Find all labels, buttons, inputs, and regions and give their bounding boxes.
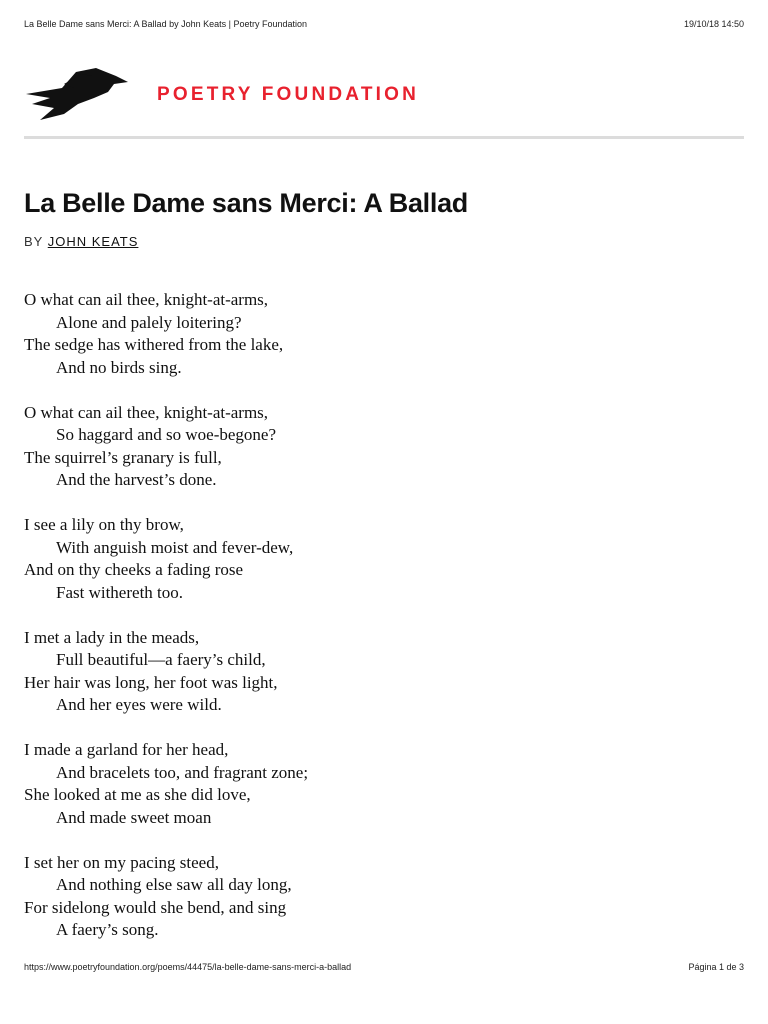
poem-title: La Belle Dame sans Merci: A Ballad [24, 188, 468, 218]
poem-line: With anguish moist and fever-dew, [56, 537, 294, 557]
pegasus-bird-icon [24, 64, 130, 124]
poem-line: A faery’s song. [56, 920, 159, 939]
print-footer-url[interactable]: https://www.poetryfoundation.org/poems/44475/la-belle-dame-sans-merci-a-ballad [24, 962, 352, 972]
stanza [24, 852, 724, 942]
stanza [24, 402, 724, 492]
poem-line: She looked at me as she did love, [24, 785, 251, 804]
print-footer [24, 962, 744, 972]
poem-line: O what can ail thee, knight-at-arms, [24, 290, 269, 309]
poem-line: And the harvest’s done. [56, 470, 217, 489]
header-divider [24, 136, 744, 139]
poem-line: And her eyes were wild. [56, 695, 222, 714]
poem-line: Fast withereth too. [56, 582, 184, 602]
print-header-title: La Belle Dame sans Merci: A Ballad by John Keats | Poetry Foundation [24, 19, 307, 29]
poem-line: And on thy cheeks a fading rose [24, 560, 244, 579]
print-header [24, 19, 744, 29]
poem-line: For sidelong would she bend, and sing [24, 897, 287, 917]
poem-line: I made a garland for her head, [24, 740, 229, 759]
poem-line: Full beautiful—a faery’s child, [56, 650, 266, 669]
poem-line: I see a lily on thy brow, [24, 515, 184, 534]
logo-link[interactable] [24, 64, 130, 124]
poem-line: O what can ail thee, knight-at-arms, [24, 402, 269, 422]
byline [24, 234, 138, 249]
stanza [24, 739, 724, 829]
poem-line: I met a lady in the meads, [24, 627, 200, 647]
stanza [24, 514, 724, 604]
poem-line: And nothing else saw all day long, [56, 875, 292, 894]
poem-line: So haggard and so woe-begone? [56, 425, 276, 444]
author-link[interactable]: JOHN KEATS [47, 234, 139, 249]
poem-line: The squirrel’s granary is full, [24, 447, 222, 467]
brand-name[interactable]: POETRY FOUNDATION [157, 84, 419, 105]
print-header-datetime: 19/10/18 14:50 [683, 19, 744, 29]
poem-line: Alone and palely loitering? [56, 312, 242, 332]
poem-line: And no birds sing. [56, 357, 182, 377]
poem-line: Her hair was long, her foot was light, [24, 672, 278, 692]
poem-line: And bracelets too, and fragrant zone; [56, 762, 309, 782]
poem-line: I set her on my pacing steed, [24, 852, 219, 872]
poem-body [24, 289, 724, 964]
print-footer-page: Página 1 de 3 [688, 962, 744, 972]
stanza [24, 289, 724, 379]
stanza [24, 627, 724, 717]
by-label: BY [24, 234, 44, 249]
poem-line: And made sweet moan [56, 807, 212, 827]
poem-line: The sedge has withered from the lake, [24, 335, 284, 354]
